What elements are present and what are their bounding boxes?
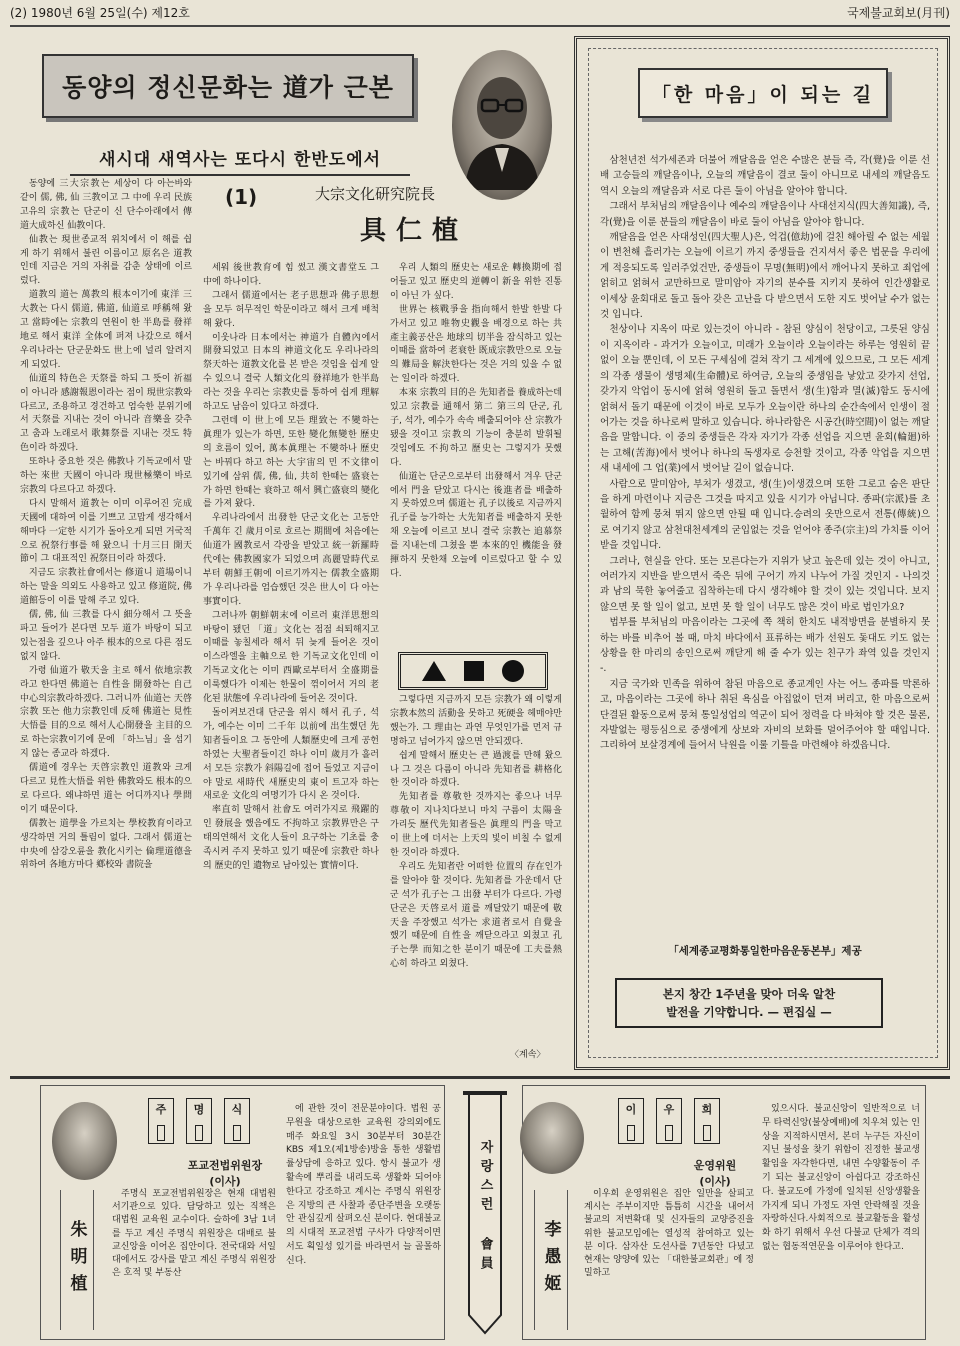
paragraph: 率直히 말해서 社會도 여러가지로 飛躍的인 發展을 했음에도 不拘하고 宗教界만은 구태의연해서 文化人들이 요구하는 기초를 충족시켜 주지 못하고 있기 때문에 宗教란 하나의 歷史的인 遺物로 남아있는 實情이다.: [203, 805, 379, 871]
paragraph: 다시 말해서 道教는 이미 이루어진 完成天國에 대하여 이를 기쁘고 고맙게 생각해서 해마다 一定한 시기가 돌아오게 되면 거국적으로 祝祭行事를 해 왔으니 十月三日 開天節이 그 대표적인 祝祭日이라 하겠다.: [20, 498, 192, 565]
paragraph: 돌이켜보건대 단군을 위시 해서 孔子, 석가, 예수는 이미 二千年 以前에 出生했던 先知者들이요 그 동안에 人類歷史에 크게 공헌 하였는 大聖者들이긴 하나 이미 歲月가 흘러서 모든 宗教가 斜陽길에 접어 들었고 지금이야 말로 새時代 새歷史의 東이 트고자 하는 새로운 文化의 여명기가 다시 온 것이다.: [203, 708, 379, 802]
profile-name-left: 朱明植: [60, 1190, 94, 1330]
profile-text-right-b: 있으시다. 불교신앙이 일반적으로 너무 타력신앙(불상예배)에 치우쳐 있는 인상을 지적하시면서, 본더 누구든 자신이 지닌 불성을 찾기 위함이 진정한 불교생활임을 자각한다면, 내면 수양활동이 주기 되는 불교신앙이 아쉽다고 강조하신다. 불교도에 가정에 일치된 신앙생활을 가지게 되니 가정도 자연 안락해질 것을 자랑하신다.사회적으로 불교활동을 활성화 하기 위해서 우선 다불교 단체가 격의없는 협동적연문을 이루어야 한다고.: [762, 1104, 920, 1252]
paragraph: 儒教는 道學을 가르치는 學校教育이라고 생각하면 거의 틀림이 없다. 그래서 儒道는 中央에 삼강오륜을 教化시키는 倫理道德을 위하여 各地方마다 鄕校와 書院을: [20, 818, 192, 871]
profile-position-right: 운영위원 (이사): [693, 1159, 737, 1188]
paragraph: 이웃나라 日本에서는 神道가 自體內에서 開發되었고 日本의 神道文化도 우리나라의 祭天하는 道教文化를 본 받은 것임을 쉽게 알 수 있으니 결국 人類文化의 發祥地가 한半島라는 것을 우리는 宗教史를 통하여 쉽게 理解하고도 남음이 있다고 하겠다.: [203, 332, 379, 413]
paragraph: 지금도 宗教社會에서는 修道니 道場이니 하는 말을 의외도 사용하고 있고 修道院, 佛道館등이 이를 말해 주고 있다.: [20, 568, 192, 607]
person-silhouette-icon: [457, 60, 547, 190]
paragraph: 仙道는 단군으로부터 出發해서 겨우 단군에서 門을 닫았고 다시는 後進者를 배출하지 못하였으며 儒道는 孔子以後로 지금까지 孔子를 능가하는 大先知者를 배출하지 못한채 오늘에 이르고 보니 결국 宗教는 追慕祭를 지내는데 그쳤을 뿐 本來的인 機能을 發揮하지 못한채 오늘에 이르렀다고 할 수 있다.: [390, 471, 562, 579]
paragraph: 先知者를 尊敬한 것까지는 좋으나 너무 尊敬이 지나치다보니 마치 구름이 太陽을 가리듯 歷代先知者들은 眞理의 門을 막고 이 世上에 더서는 上天의 빛이 비칠 수 없게 한 것이라 하겠다.: [390, 792, 562, 858]
paragraph: 世界는 核戰爭을 指向해서 한발 한발 다가서고 있고 唯物史觀을 배경으로 하는 共產主義공산은 地球의 切半을 잠식하고 있는 이때를 當하여 老衰한 既成宗教만으로 오늘의 難局을 解決한다는 것은 거의 있을 수 없는 일이라 하겠다.: [390, 304, 562, 385]
notice-line: 본지 창간 1주년을 맞아 더욱 알찬: [662, 987, 836, 1001]
article-column-1: [20, 178, 192, 1068]
paragraph: 仙教는 現世종교적 위치에서 이 해를 쉽게 하기 위해서 불린 이름이고 原名은 道教인데 지금은 거의 자취를 감춘 상태에 이르렀다.: [20, 234, 192, 287]
profile-position-left: 포교전법위원장 (이사): [187, 1159, 263, 1188]
paragraph: 儒道에 경우는 天啓宗教인 道教와 크게 다르고 見性大悟를 위한 佛教와도 根本的으로 다르다. 왜냐하면 道는 어디까지나 學問이기 때문이다.: [20, 763, 192, 815]
paragraph: 仙道의 特色은 天祭를 하되 그 뜻이 祈福이 아니라 感謝報恩이라는 점이 現世宗教와 다르고, 조용하고 경건하고 엄숙한 분위기에서 天祭를 지내는 것이 아니라 音樂을 갖추고 춤과 노래로서 歌舞祭를 지내는 것도 特色이라 하겠다.: [20, 373, 192, 454]
paragraph: 儒, 佛, 仙 三教를 다시 細分해서 그 뜻을 파고 들어가 본다면 모두 道가 바탕이 되고 있는점을 깊으나 아주 根本的으로 다른 점도 없지 않다.: [20, 610, 192, 662]
square-icon: [464, 661, 484, 681]
paragraph: 깨달음을 얻은 사대성인(四大聖人)은, 억겁(億劫)에 걸친 해아릴 수 없는 세월이 변천해 흘러가는 오늘에 이르기 까지 중생들을 건지셔서 좋은 법문을 우리에게 적응되도록 일러주었건만, 중생들이 무명(無明)에서 깨어나지 못하고 죄업에 얽히고 얽혀서 교만하므로 말미암아 자기의 분수를 지키지 못하여 인간생활로 이세상 윤회대로 돌고 돌아 갖은 고난을 다 받으면서 도한 지도 벗어날 수가 없는것 입니다.: [600, 232, 930, 321]
name-tag: 주: [148, 1098, 174, 1144]
sidebar-credit: 「세계종교평화통일한마음운동본부」제공: [668, 945, 862, 957]
article-subtitle: 새시대 새역사는 또다시 한반도에서: [70, 145, 410, 176]
author-affiliation: 大宗文化研究院長: [315, 185, 436, 203]
name-tags-right: [618, 1098, 720, 1144]
paragraph: 그래서 부처님의 깨달음이나 예수의 깨달음이나 사대선지식(四大善知識), 즉, 각(覺)을 이룬 분들의 깨달음이 바로 둘이 아님을 알아야 합니다.: [600, 201, 930, 228]
paragraph: 지금 국가와 민족을 위하여 참된 마음으로 종교계인 사는 어느 종파를 막론하고, 마음이라는 그곳에 하나 취된 욕심을 아집없이 던져 버리고, 한 마음으로써 단결된 활동으로써 뭉쳐 통일성업의 역군이 되어 정력을 다 바쳐야 할 것은 물론, 자발없는 평등심으로 중생에게 상보와 자비의 보화를 덜어주어야 할 때입니다. 그리하여 보살경계에 들어서 낙원을 이룰 기틀을 마련해야 하겠읍니다.: [600, 678, 930, 752]
name-tag: 식: [224, 1098, 250, 1144]
sidebar-title: 「한 마음」이 되는 길: [638, 68, 888, 118]
profile-text-left-a: 주명식 포교전법위원장은 현재 대법원 서기관으로 있다. 담당하고 있는 직책은 대법원 교육원 교수이다. 슬하에 3남 1녀를 두고 계신 주명식 위원장은 대배로 불교신앙을 이어온 집안이다. 전국대와 서일대에서도 강사를 맡고 계신 주명식 위원장은 호적 및 부동산: [112, 1189, 276, 1279]
paragraph: 동양에 三大宗教는 세상이 다 아는바와 같이 儒, 佛, 仙 三教이고 그 中에 우리 民族 고유의 宗教는 단군이 신 단수아래에서 傳道大成하신 仙教이다.: [20, 179, 192, 231]
paragraph: 또하나 중요한 것은 佛教나 기독교에서 말하는 來世 天國이 아니라 現世極樂이 바로 宗教의 다르다고 하겠다.: [20, 457, 192, 495]
profile-text-right-a: 이우희 운영위원은 집안 일만을 살피고 계시는 주부이지만 틈틈히 시간을 내어서 불교의 저변확대 및 신자들의 교양증진을 위한 불교모임에는 열성적 참여하고 있는 분 이다. 삼자산 도선사를 7년동안 다녔고 현재는 양양에 있는 「대한불교회관」에 정밀하고: [584, 1189, 754, 1279]
article-column-3-lower: [390, 694, 562, 1044]
article-column-2: [203, 262, 379, 1068]
paragraph: 그래서 儒道에서는 老子思想과 佛子思想을 모두 허무적인 학문이라고 해서 크게 배척해 왔다.: [203, 290, 379, 329]
author-portrait: [452, 50, 552, 200]
paragraph: 우리도 先知者란 어떠한 位置의 存在인가를 알아야 할 것이다. 先知者를 가운데서 단군 석가 孔子는 그 出發 부터가 다르다. 가령 단군은 天啓로서 道를 깨달았기 때문에 敬天을 주장했고 석가는 求道者로서 自覺을 했기 때문에 自性을 깨닫으라고 외쳤고 孔子는學 而知之한 분이기 때문에 工夫를熱 心히 하라고 외쳤다.: [390, 861, 562, 970]
article-column-3-upper: [390, 262, 562, 646]
paragraph: 가령 仙道가 敬天을 主로 해서 依地宗教라고 한다면 佛道는 自性을 開發하는 自己中心의宗教라하겠다. 그러니까 仙道는 天啓宗教 또는 他力宗教인데 反해 佛道는 見性大悟를 目的으로 해서人心開發을 主目的으로 하는宗教이기에 문에 「하느님」을 섬기지 않는 종교라 하겠다.: [20, 665, 192, 760]
sidebar-body: [600, 153, 930, 937]
proud-members-banner: [455, 1085, 515, 1340]
triangle-icon: [422, 661, 446, 681]
banner-text: 자랑스런 會員: [477, 1139, 493, 1275]
paragraph: 우리 人類의 歷史는 새로운 轉換期에 접어들고 있고 歷史의 逆轉이 新을 위한 진통이 아닌 가 싶다.: [390, 263, 562, 301]
section-divider-ornament: [398, 652, 548, 690]
paragraph: 천상이나 지옥이 따로 있는것이 아니라 - 참된 양심이 천당이고, 그릇된 양심이 지옥이라 - 과거가 오늘이고, 미래가 오늘이라 오늘이라는 하루는 영원히 끝없이 오늘 뿐인데, 이 모든 구세심에 걸쳐 작기 그 세계에 있으므로, 그 모든 세계의 각종 생물이 생명체(生命體)로 하여금, 오늘의 중생임을 낳았고 갖가지 선업, 갖가지 악업이 동시에 얽혀 영원히 돌고 돌면서 생(生)함과 멸(滅)함도 동시에 얽혀서 돌기 때문에 이것이 바로 모두가 오늘이란 하나의 순간속에서 인생이 절어가는 것을 하나로써 말하고 있습니다. 하나라함은 시공간(時空間)이 없는 깨달음을 말합니다. 이 중의 중생들은 각자 자기가 각종 선업을 지으면 윤회(輪廻)하는 고해(苦海)에서 벗어나 하나의 독생자로 승천할 것이고, 각종 악업을 지으면 새 내세에 그 업(業)에서 벗어날 길이 없습니다.: [600, 324, 930, 475]
paragraph: 그렇다면 지금까지 모든 宗教가 왜 이렇게 宗教本然의 活動을 못하고 死硬을 헤매야만 했는가. 그 理由는 과연 무엇인가를 먼저 규명하고 넘어가지 않으면 안되겠다.: [390, 695, 562, 747]
name-tags-left: [148, 1098, 250, 1144]
paragraph: 그러나, 현실을 안다. 또는 모른다는가 지위가 낮고 높은데 있는 것이 아니고, 여러가지 지반을 받으면서 죽은 뒤에 구어기 까지 나누어 가질 것인지 - 나의것과 남의 묵한 놓여줄고 집착하는데 다시 생각해야 할 것이 있는 것입니다. 보지 않으면 못 할 일이 없고, 보면 못 할 일이 너무도 많은 것이 바로 법인가요?: [600, 555, 930, 613]
author-name: 具仁植: [360, 216, 469, 246]
paragraph: 그러나까 朝鮮朝末에 이르러 東洋思想의 바탕이 됐던 「道」文化는 점점 쇠퇴해지고 이때를 놓칠세라 해서 뒤 늦게 들어온 것이 이스라엘을 主軸으로 한 기독교文化인데 이 기독교文化는 이미 西歐로부터서 全盛期를 이룩했다가 이제는 한물이 꺾이어서 거의 老化된 狀態에 우리나라에 들어온 것이다.: [203, 610, 379, 705]
profile-name-right: 李愚姬: [534, 1190, 568, 1330]
name-tag: 명: [186, 1098, 212, 1144]
circle-icon: [502, 660, 524, 682]
paragraph: 세워 後世教育에 힘 썼고 漢文書堂도 그 中에 하나이다.: [203, 263, 379, 287]
name-tag: 우: [656, 1098, 682, 1144]
paragraph: 사람으로 말미암아, 부처가 생겼고, 생(生)이생겼으며 또한 그로고 숨은 판단을 하게 마련이나 지금은 그것을 따지고 있을 시기가 아닙니다. 종파(宗派)를 초월하여 함께 뭉쳐 뛰지 않으면 안될 때 입니다.승려의 옷만으로서 전통(傳統)으로 여기지 않고 삼천대천세계의 굳입없는 것을 얻어야 종주(宗主)의 가치를 이어받을 것입니다.: [600, 478, 930, 552]
header-rule: [10, 25, 950, 27]
profile-photo-right: [520, 1102, 584, 1174]
continued-mark: 〈계속〉: [510, 1050, 546, 1060]
paragraph: 쉽게 말해서 歷史는 큰 過渡를 만해 왔으나 그 것은 다름이 아니라 先知者를 耕格化한 것이라 하겠다.: [390, 750, 562, 789]
notice-line: 발전을 기약합니다. — 편집실 —: [666, 1005, 832, 1019]
paragraph: 삼천년전 석가세존과 더불어 깨달음을 얻은 수많은 분들 즉, 각(覺)을 이룬 선배 고승들의 깨달음이나, 오늘의 깨달음이 결코 둘이 아니므로 내세의 깨달음도 역시 오늘의 깨달음과 서로 다른 둘이 아님을 알아야 합니다.: [600, 155, 930, 197]
editorial-notice: [615, 978, 883, 1028]
paragraph: 道教의 道는 萬教의 根本이기에 東洋 三大教는 다시 儒道, 佛道, 仙道로 呼稱해 왔고 當時에는 宗教의 연원이 한 半島를 發祥地로 해서 東洋 全体에 퍼져 나갔으로 해서 우리나라는 단군문화도 世上에 널리 알려지게 되었다.: [20, 290, 192, 370]
series-number: (1): [225, 185, 258, 209]
section-rule: [10, 1076, 950, 1079]
article-title: 동양의 정신문화는 道가 근본: [42, 54, 414, 118]
profile-text-left-b: 에 관한 것이 전문분야이다. 법원 공무원을 대상으로한 교육원 강의외에도 매주 화요일 3시 30분부터 30분간 KBS 제1오(제1방송)방을 통한 생활법률상담에 응하고 있다. 항시 불교가 생활속에 뿌리를 내리도록 생활화 되어야 한다고 강조하고 계시는 주명식 위원장은 지방의 큰 사찰과 종단주변을 오랫동안 관심깊게 살펴오신 분이다. 현대불교의 시대적 포교전법 구사가 다양적이면서도 획일성 있기를 바라면서 늘 골몰하신다.: [286, 1104, 441, 1266]
name-tag: 희: [694, 1098, 720, 1144]
name-tag: 이: [618, 1098, 644, 1144]
page-header-issue: (2) 1980년 6월 25일(수) 제12호: [10, 6, 190, 20]
paragraph: 법부를 부처님의 마음이라는 그곳에 쪽 책히 한치도 내적방면을 분별하지 못하는 바를 비추어 볼 때, 마치 바다에서 표류하는 배가 선원도 돛대도 키도 없는 상황을 한 마리의 송인으로써 깨닫게 해 줄 수가 있는 친구가 좌역 있을 것인지 -.: [600, 617, 930, 675]
paragraph: 本來 宗教의 目的은 先知者를 養成하는데 있고 宗教를 通해서 第二 第三의 단군, 孔子, 석가, 예수가 속속 배출되어야 산 宗教가 됐을 것이고 宗教의 기능이 충분히 발휘될 것임에도 不拘하고 歷史는 그렇지가 못했다.: [390, 388, 562, 468]
paragraph: 그런데 이 世上에 모든 理致는 不變하는 眞理가 있는가 하면, 또한 變化無變한 歷史의 흐름이 있어, 萬本眞理는 不變하나 歷史는 바꿔다 하고 하는 大宇宙의 민 不文律이 있기에 삼위 儒, 佛, 仙, 共히 한때는 盛衰는가 하면 한때는 衰하고 해서 興亡盛衰의 變化를 가져 왔다.: [203, 415, 379, 510]
profile-photo-left: [52, 1102, 117, 1180]
page-header-masthead: 국제불교회보(月刊): [847, 6, 950, 20]
paragraph: 우리나라에서 出發한 단군文化는 고동안 千萬年 긴 歲月이로 흐르는 期間에 처음에는 仙道가 國教로서 각광을 받았고 統一新羅時代에는 佛教國家가 되었으며 高麗말時代로부터 朝鮮王朝에 이르기까지는 儒教全盛期가 우리나라를 엄습했던 것은 世人이 다 아는 事實이다.: [203, 513, 379, 607]
